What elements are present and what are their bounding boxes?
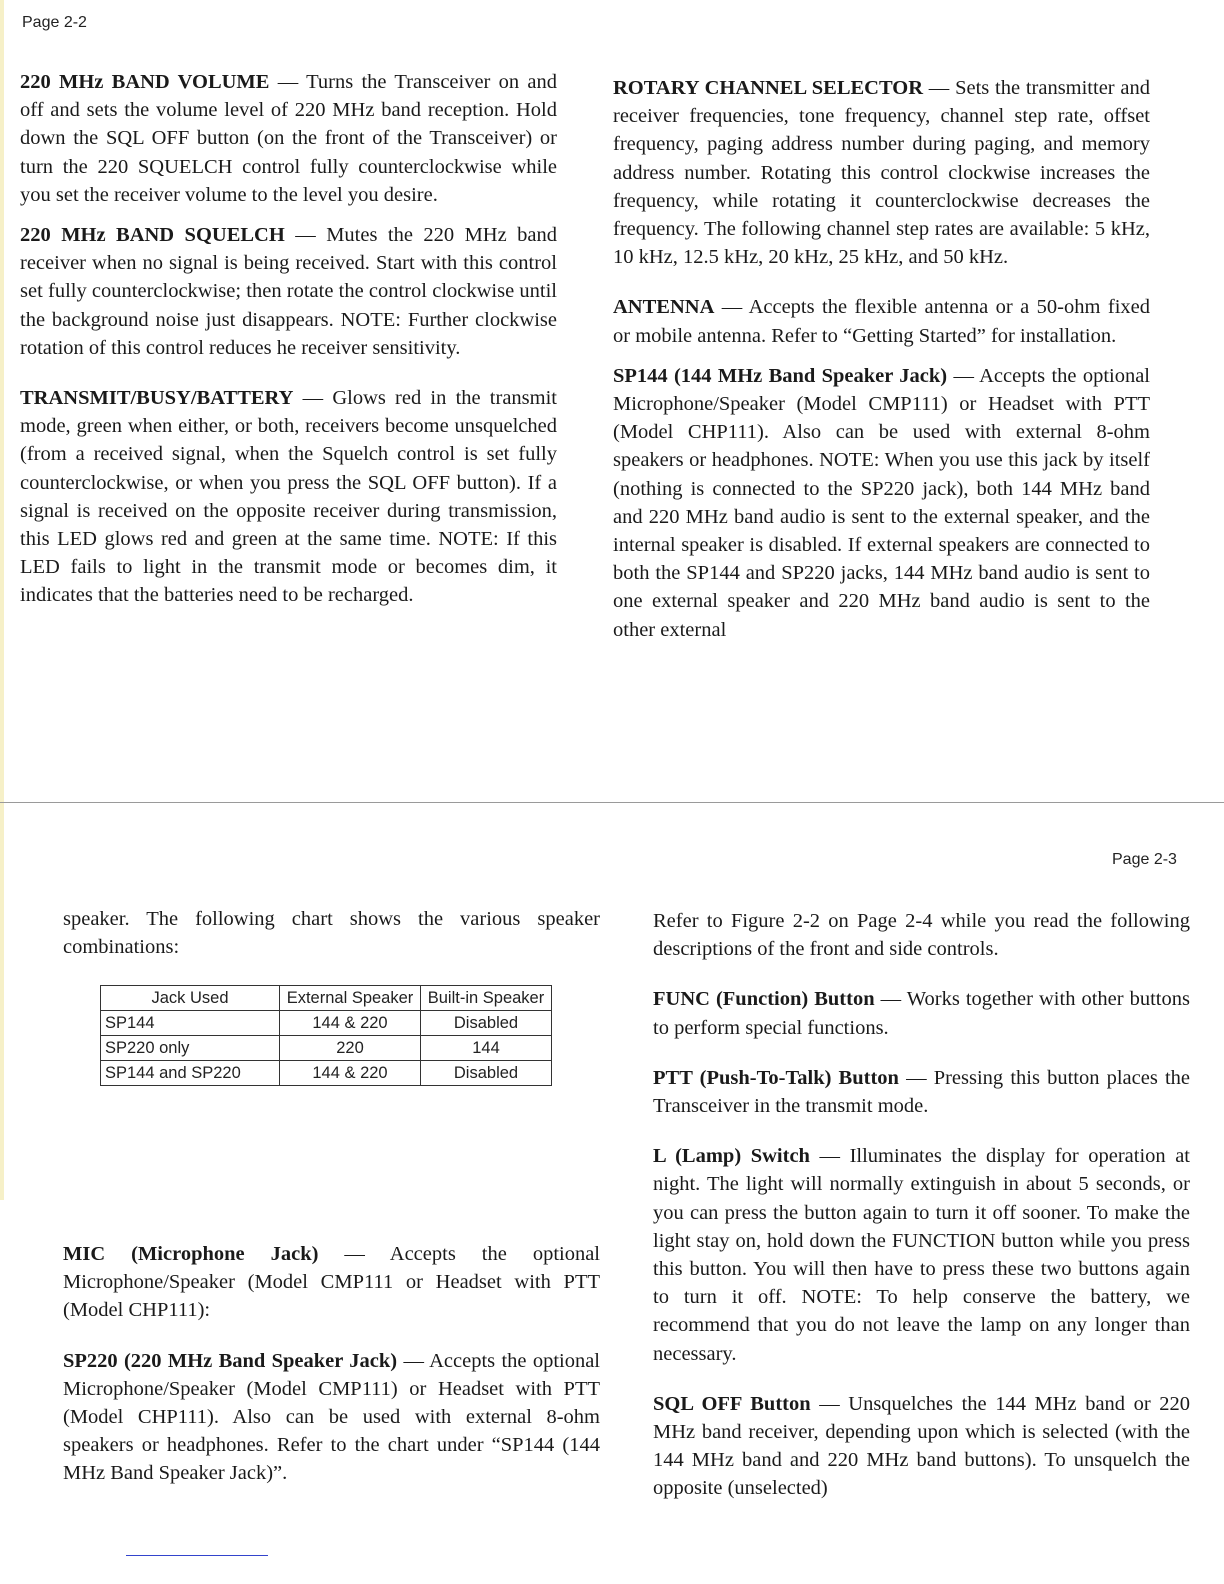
- paragraph-speaker-chart-intro: speaker. The following chart shows the various speaker combinations:: [63, 908, 600, 959]
- page-label-2-3: Page 2-3: [1112, 851, 1177, 868]
- table-row: [101, 1036, 552, 1061]
- page-label-2-2: Page 2-2: [22, 14, 87, 31]
- page-divider: [0, 802, 1224, 803]
- heading-sp220: SP220 (220 MHz Band Speaker Jack): [63, 1349, 398, 1372]
- table-row: [101, 1011, 552, 1036]
- paragraph-transmit-busy-battery: TRANSMIT/BUSY/BATTERY — Glows red in the transmit mode, green when either, or both, receivers become unsquelched (from a received signal, when the Squelch control is set fully counterclockwise, or when you press the SQL OFF button). If a signal is received on the opposite receiver during transmission, this LED glows red and green at the same time. NOTE: If this LED fails to light in the transmit mode or becomes dim, it indicates that the batteries need to be recharged.: [20, 387, 557, 607]
- heading-ptt-button: PTT (Push-To-Talk) Button: [653, 1066, 899, 1089]
- heading-transmit-busy-battery: TRANSMIT/BUSY/BATTERY: [20, 387, 294, 410]
- paragraph-220-squelch: 220 MHz BAND SQUELCH — Mutes the 220 MHz band receiver when no signal is being received. Start with this control set fully counterclockwise; then rotate the control clockwise until the background noise just disappears. NOTE: Further clockwise rotation of this control reduces he receiver sensitivity.: [20, 224, 557, 359]
- table-header-row: [101, 986, 552, 1011]
- page-edge-highlight: [0, 0, 4, 1200]
- page-2-3-right-column: [653, 907, 1190, 1515]
- table-row: [101, 1061, 552, 1086]
- paragraph-mic-jack: MIC (Microphone Jack) — Accepts the optional Microphone/Speaker (Model CMP111 or Headset with PTT (Model CHP111):: [63, 1243, 600, 1322]
- paragraph-func-button: FUNC (Function) Button — Works together with other buttons to perform special functions.: [653, 988, 1190, 1039]
- table-cell: 144 & 220: [280, 1061, 421, 1086]
- table-cell: Disabled: [421, 1061, 552, 1086]
- heading-220-volume: 220 MHz BAND VOLUME: [20, 71, 270, 93]
- heading-sp144: SP144 (144 MHz Band Speaker Jack): [613, 364, 948, 387]
- paragraph-antenna: ANTENNA — Accepts the flexible antenna or a 50-ohm fixed or mobile antenna. Refer to “Getting Started” for installation.: [613, 296, 1150, 347]
- table-header: Built-in Speaker: [421, 986, 552, 1011]
- heading-mic-jack: MIC (Microphone Jack): [63, 1243, 319, 1265]
- table-cell: 220: [280, 1036, 421, 1061]
- heading-lamp-switch: L (Lamp) Switch: [653, 1145, 810, 1168]
- speaker-combinations-table: [100, 985, 552, 1086]
- table-cell: Disabled: [421, 1011, 552, 1036]
- heading-func-button: FUNC (Function) Button: [653, 988, 875, 1011]
- scan-mark-line: [126, 1555, 268, 1556]
- heading-220-squelch: 220 MHz BAND SQUELCH: [20, 224, 285, 247]
- table-cell: 144 & 220: [280, 1011, 421, 1036]
- heading-sql-off-button: SQL OFF Button: [653, 1392, 811, 1415]
- page-2-3-left-column: [63, 1240, 600, 1500]
- table-header: Jack Used: [101, 986, 280, 1011]
- page-2-2-right-column: [613, 74, 1150, 656]
- page-2-3-left-intro: [63, 905, 600, 973]
- paragraph-sp220: SP220 (220 MHz Band Speaker Jack) — Accepts the optional Microphone/Speaker (Model CMP111) or Headset with PTT (Model CHP111). Also can be used with external 8-ohm speakers or headphones. Refer to the chart under “SP144 (144 MHz Band Speaker Jack)”.: [63, 1349, 601, 1485]
- heading-rotary-channel-selector: ROTARY CHANNEL SELECTOR: [613, 77, 924, 99]
- page-2-2-left-column: [20, 68, 557, 622]
- paragraph-rotary-channel-selector: ROTARY CHANNEL SELECTOR — Sets the transmitter and receiver frequencies, tone frequency, channel step rate, offset frequency, paging address number during paging, and memory address number. Rotating this control clockwise increases the frequency, while rotating it counterclockwise decreases the frequency. The following channel step rates are available: 5 kHz, 10 kHz, 12.5 kHz, 20 kHz, 25 kHz, and 50 kHz.: [613, 77, 1150, 269]
- table-header: External Speaker: [280, 986, 421, 1011]
- paragraph-sp144: SP144 (144 MHz Band Speaker Jack) — Accepts the optional Microphone/Speaker (Model CMP111) or Headset with PTT (Model CHP111). Also can be used with external 8-ohm speakers or headphones. NOTE: When you use this jack by itself (nothing is connected to the SP220 jack), both 144 MHz band and 220 MHz band audio is sent to the external speaker, and the internal speaker is disabled. If external speakers are connected to both the SP144 and SP220 jacks, 144 MHz band audio is sent to one external speaker and 220 MHz band audio is sent to the other external: [613, 364, 1151, 641]
- table-cell: 144: [421, 1036, 552, 1061]
- table-cell: SP220 only: [101, 1036, 280, 1061]
- paragraph-220-volume: 220 MHz BAND VOLUME — Turns the Transceiver on and off and sets the volume level of 220 MHz band reception. Hold down the SQL OFF button (on the front of the Transceiver) or turn the 220 SQUELCH control fully counterclockwise while you set the receiver volume to the level you desire.: [20, 71, 557, 206]
- heading-antenna: ANTENNA: [613, 296, 715, 319]
- paragraph-lamp-switch: L (Lamp) Switch — Illuminates the display for operation at night. The light will normally extinguish in about 5 seconds, or you can press the button again to turn it off sooner. To make the light stay on, hold down the FUNCTION button while you press this button. You will then have to press these two buttons again to turn it off. NOTE: To help conserve the battery, we recommend that you do not leave the lamp on any longer than necessary.: [653, 1145, 1190, 1365]
- paragraph-figure-reference: Refer to Figure 2-2 on Page 2-4 while you read the following descriptions of the front and side controls.: [653, 910, 1190, 961]
- paragraph-ptt-button: PTT (Push-To-Talk) Button — Pressing this button places the Transceiver in the transmit mode.: [653, 1066, 1190, 1118]
- paragraph-sql-off-button: SQL OFF Button — Unsquelches the 144 MHz band or 220 MHz band receiver, depending upon which is selected (with the 144 MHz band and 220 MHz band buttons). To unsquelch the opposite (unselected): [653, 1392, 1191, 1500]
- table-cell: SP144 and SP220: [101, 1061, 280, 1086]
- table-cell: SP144: [101, 1011, 280, 1036]
